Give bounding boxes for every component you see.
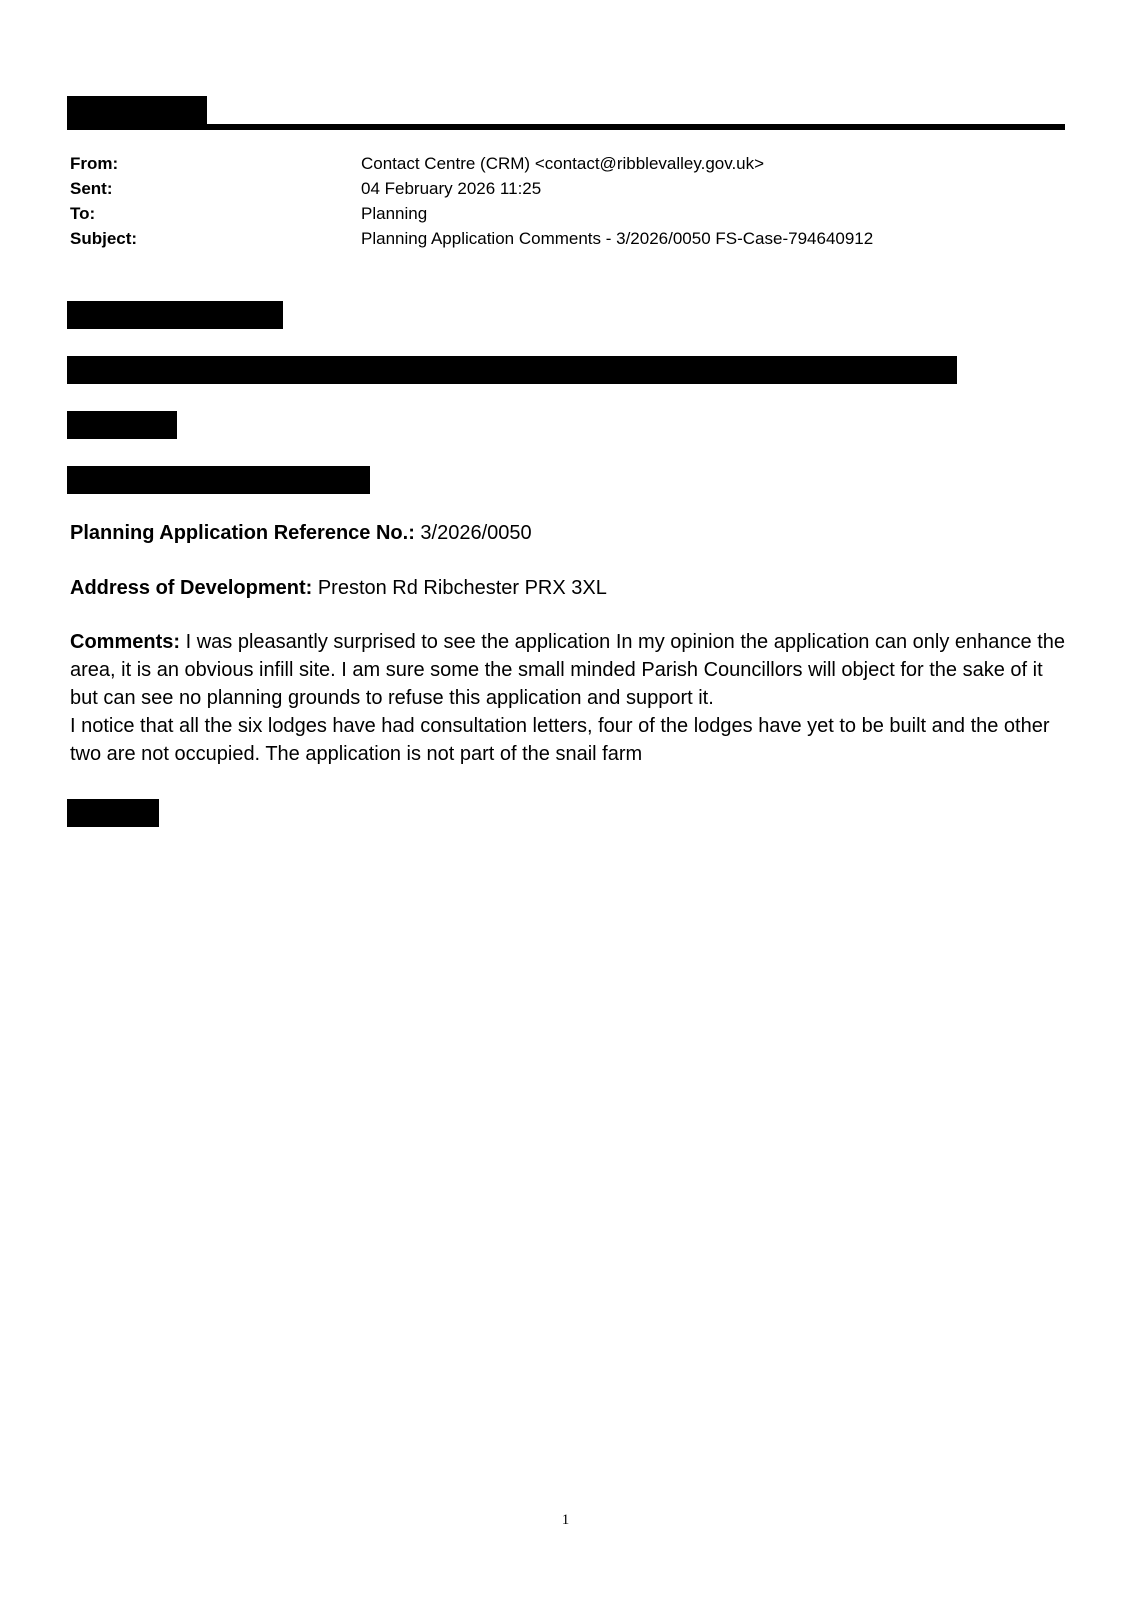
address-field (70, 574, 607, 602)
address-value: Preston Rd Ribchester PRX 3XL (317, 577, 607, 599)
to-value: Planning (361, 204, 428, 223)
comments-field (70, 628, 1070, 768)
redacted-block-1 (67, 301, 283, 329)
redacted-sender-name (67, 96, 207, 126)
reference-label: Planning Application Reference No.: (70, 522, 415, 544)
from-value: Contact Centre (CRM) <contact@ribblevalley.gov.uk> (361, 154, 765, 173)
comments-text-2: I notice that all the six lodges have had consultation letters, four of the lodges have yet to be built and the other two are not occupied. The application is not part of the snail farm (70, 715, 1050, 765)
from-label: From: (70, 154, 119, 173)
comments-text-1: I was pleasantly surprised to see the application In my opinion the application can only enhance the area, it is an obvious infill site. I am sure some the small minded Parish Councillors will object for the sake of it but can see no planning grounds to refuse this application and support it. (70, 631, 1066, 709)
redacted-block-4 (67, 466, 370, 494)
reference-value: 3/2026/0050 (420, 522, 532, 544)
page-number: 1 (561, 1512, 570, 1528)
subject-value: Planning Application Comments - 3/2026/0050 FS-Case-794640912 (361, 229, 874, 248)
sent-value: 04 February 2026 11:25 (361, 179, 542, 198)
redacted-block-2 (67, 356, 957, 384)
comments-label: Comments: (70, 631, 181, 653)
reference-field (70, 519, 532, 547)
to-label: To: (70, 204, 96, 223)
redacted-signature (67, 799, 159, 827)
redacted-block-3 (67, 411, 177, 439)
sent-label: Sent: (70, 179, 113, 198)
subject-label: Subject: (70, 229, 138, 248)
address-label: Address of Development: (70, 577, 313, 599)
header-rule (67, 124, 1065, 130)
